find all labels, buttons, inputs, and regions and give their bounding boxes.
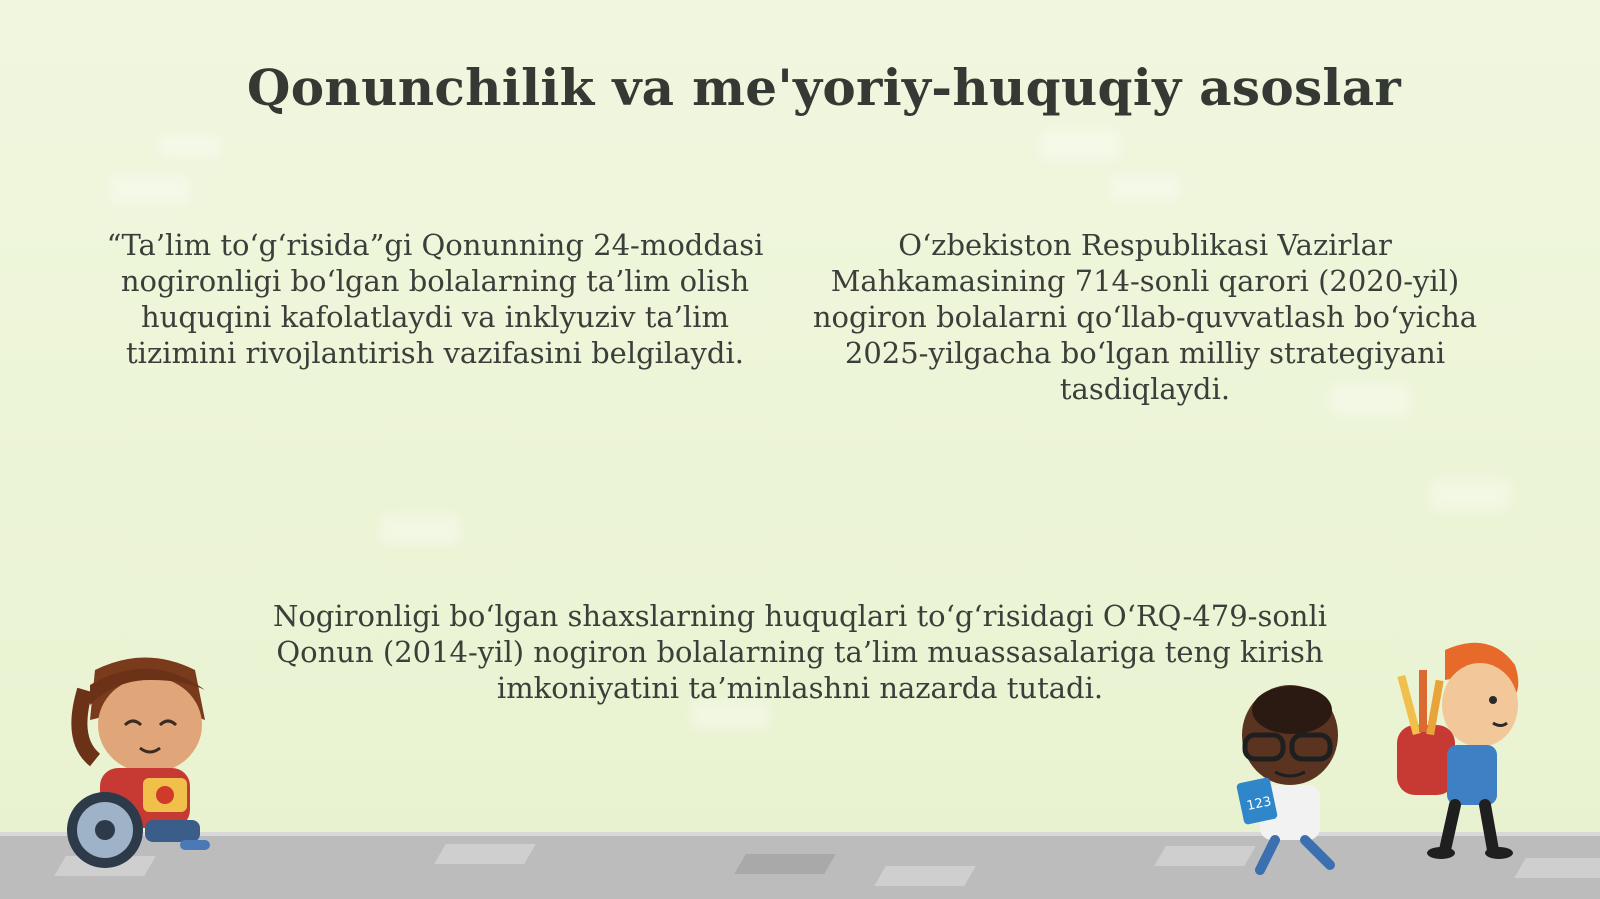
boy-with-glasses-icon — [1220, 680, 1360, 880]
svg-text:123: 123 — [1245, 794, 1273, 815]
ground-tile — [434, 844, 536, 864]
paragraph-law-24: “Ta’lim to‘g‘risida”gi Qonunning 24-moddasi nogironligi bo‘lgan bolalarning ta’lim olish huquqini kafolatlaydi va inklyuziv ta’lim tizimini rivojlantirish vazifasini belgilaydi. — [106, 228, 764, 370]
ground-strip — [0, 832, 1600, 899]
bg-blotch — [160, 135, 220, 157]
paragraph-resolution-714: O‘zbekiston Respublikasi Vazirlar Mahkamasining 714-sonli qarori (2020-yil) nogiron bolalarni qo‘llab-quvvatlash bo‘yicha 2025-yilgacha bo‘lgan milliy strategiyani tasdiqlaydi. — [812, 228, 1478, 406]
boy-with-backpack-icon — [1375, 635, 1545, 875]
bg-blotch — [1110, 175, 1180, 201]
girl-in-wheelchair-icon — [55, 650, 240, 880]
paragraph-law-479: Nogironligi bo‘lgan shaxslarning huquqlari to‘g‘risidagi O‘RQ-479-sonli Qonun (2014-yil) nogiron bolalarning ta’lim muassasalariga teng kirish imkoniyatini ta’minlashni nazarda tutadi. — [272, 599, 1328, 705]
ground-tile — [734, 854, 836, 874]
bg-blotch — [110, 175, 190, 205]
bg-blotch — [1430, 480, 1510, 510]
bg-blotch — [1040, 130, 1120, 160]
bg-blotch — [380, 515, 460, 545]
slide-title: Qonunchilik va me'yoriy-huquqiy asoslar — [246, 58, 1402, 117]
ground-tile — [874, 866, 976, 886]
